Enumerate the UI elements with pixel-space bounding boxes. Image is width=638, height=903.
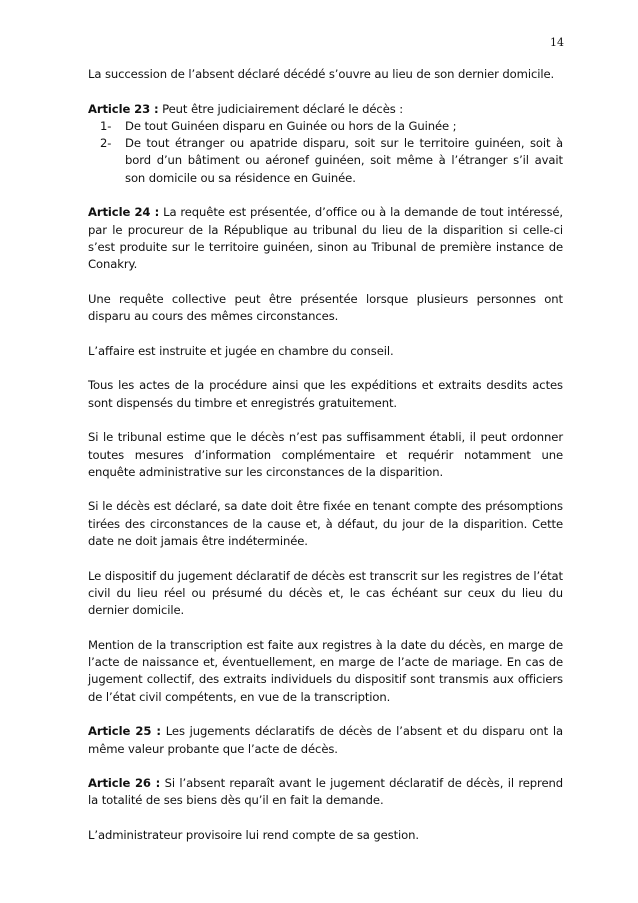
article-23-label: Article 23 : — [88, 101, 159, 116]
list-item — [88, 135, 563, 187]
article-23-text: Peut être judiciairement déclaré le décès : — [158, 101, 404, 116]
list-item-text: De tout étranger ou apatride disparu, soit sur le territoire guinéen, soit à bord d’un bâtiment ou aéronef guinéen, soit même à l’étranger s’il avait son domicile ou sa résidence en Guinée. — [125, 136, 563, 185]
article-26 — [88, 775, 563, 810]
list-item — [88, 118, 563, 135]
paragraph-dispositif: Le dispositif du jugement déclaratif de décès est transcrit sur les registres de l’état civil du lieu réel ou présumé du décès et, le cas échéant sur ceux du lieu du dernier domicile. — [88, 568, 563, 618]
article-24 — [88, 204, 563, 273]
page-number: 14 — [550, 36, 564, 49]
list-item-text: De tout Guinéen disparu en Guinée ou hors de la Guinée ; — [125, 118, 457, 133]
paragraph-actes-dispenses: Tous les actes de la procédure ainsi que les expéditions et extraits desdits actes sont dispensés du timbre et enregistrés gratuitement. — [88, 378, 563, 410]
paragraph-chambre-conseil: L’affaire est instruite et jugée en chambre du conseil. — [88, 343, 394, 358]
article-25-label: Article 25 : — [88, 724, 161, 739]
article-24-text: La requête est présentée, d’office ou à la demande de tout intéressé, par le procureur de la République au tribunal du lieu de la disparition si celle-ci s’est produite sur le territoire guinéen, sinon au Tribunal de première instance de Conakry. — [88, 205, 564, 272]
paragraph-closing: L’administrateur provisoire lui rend compte de sa gestion. — [88, 828, 419, 843]
article-25-text: Les jugements déclaratifs de décès de l’absent et du disparu ont la même valeur probante que l’acte de décès. — [88, 724, 563, 756]
paragraph-mention-transcription: Mention de la transcription est faite aux registres à la date du décès, en marge de l’acte de naissance et, éventuellement, en marge de l’acte de mariage. En cas de jugement collectif, des extraits individuels du dispositif sont transmis aux officiers de l’état civil compétents, en vue de la transcription. — [88, 637, 563, 704]
paragraph-date-deces: Si le décès est déclaré, sa date doit être fixée en tenant compte des présomptions tirées des circonstances de la cause et, à défaut, du jour de la disparition. Cette date ne doit jamais être indéterminée. — [88, 499, 563, 549]
list-marker: 1- — [100, 118, 112, 133]
paragraph-enquete: Si le tribunal estime que le décès n’est pas suffisamment établi, il peut ordonner toutes mesures d’information complémentaire et requérir notamment une enquête administrative sur les circonstances de la disparition. — [88, 430, 563, 479]
document-body — [88, 66, 563, 844]
article-23-list — [88, 118, 563, 187]
paragraph-collective-request: Une requête collective peut être présentée lorsque plusieurs personnes ont disparu au cours des mêmes circonstances. — [88, 291, 563, 324]
article-25 — [88, 723, 563, 758]
article-26-label: Article 26 : — [88, 776, 161, 791]
article-26-text: Si l’absent reparaît avant le jugement déclaratif de décès, il reprend la totalité de ses biens dès qu’il en fait la demande. — [88, 776, 563, 808]
article-23-intro — [88, 101, 563, 118]
list-marker: 2- — [100, 136, 112, 151]
article-24-label: Article 24 : — [88, 205, 160, 220]
paragraph-succession: La succession de l’absent déclaré décédé s’ouvre au lieu de son dernier domicile. — [88, 67, 555, 81]
